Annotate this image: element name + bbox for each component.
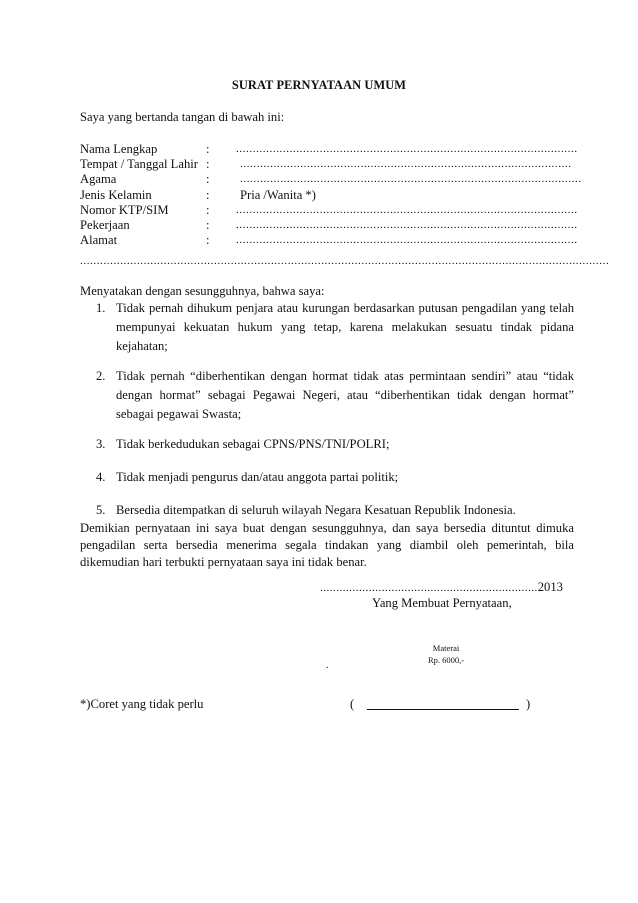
stamp-duty-placeholder	[400, 642, 492, 666]
list-item-text: Tidak pernah dihukum penjara atau kurungan berdasarkan putusan pengadilan yang telah mempunyai kekuatan hukum yang tetap, karena melakukan sesuatu tindak pidana kejahatan;	[116, 301, 574, 353]
list-item	[80, 367, 574, 424]
date-year: 2013	[537, 580, 563, 594]
field-colon: :	[206, 202, 210, 217]
field-row-jenis-kelamin	[80, 188, 560, 203]
materai-label: Materai	[432, 643, 460, 653]
field-label: Jenis Kelamin	[80, 187, 152, 202]
field-row-tempat-tanggal-lahir	[80, 157, 572, 172]
declaration-intro: Menyatakan dengan sesungguhnya, bahwa saya:	[80, 284, 325, 298]
identity-fields	[80, 142, 582, 248]
list-item-text: Tidak berkedudukan sebagai CPNS/PNS/TNI/POLRI;	[116, 437, 390, 451]
declaration-list	[80, 299, 574, 534]
list-item	[80, 435, 574, 454]
field-fill-dots: ...................................................................................................	[240, 158, 572, 171]
field-label: Agama	[80, 172, 117, 187]
stray-mark: .	[326, 660, 329, 671]
list-item-number: 5.	[96, 503, 106, 517]
list-item	[80, 299, 574, 356]
footnote: *)Coret yang tidak perlu	[80, 697, 204, 711]
field-fill-dots: ......................................................................................................	[240, 173, 582, 186]
list-item	[80, 501, 574, 520]
field-fill-dots: ......................................................................................................	[236, 143, 578, 155]
list-item-text: Bersedia ditempatkan di seluruh wilayah Negara Kesatuan Republik Indonesia.	[116, 503, 516, 517]
list-item-text: Tidak menjadi pengurus dan/atau anggota partai politik;	[116, 470, 399, 484]
field-label: Alamat	[80, 233, 118, 248]
date-fill-dots: ...................................................................	[320, 582, 538, 594]
materai-amount: Rp. 6000,-	[427, 655, 465, 665]
field-row-alamat	[80, 233, 578, 248]
signature-date	[320, 580, 572, 596]
field-label: Tempat / Tanggal Lahir	[80, 157, 198, 172]
closing-paragraph: Demikian pernyataan ini saya buat dengan sesungguhnya, dan saya bersedia dituntut dimuka pengadilan serta bersedia menerima segala tindakan yang diambil oleh pemerintah, bila dikemudian hari terbukti pernyataan saya ini tidak benar.	[80, 521, 574, 569]
field-colon: :	[206, 187, 210, 202]
field-row-agama	[80, 172, 582, 187]
field-row-pekerjaan	[80, 217, 578, 233]
field-row-nama	[80, 142, 578, 157]
list-item-number: 1.	[96, 301, 106, 315]
field-colon: :	[206, 172, 210, 187]
field-row-nomor-ktp	[80, 202, 578, 218]
gender-options: Pria /Wanita *)	[240, 187, 316, 202]
additional-fill-dots: ..............................................................................................................................................................	[80, 255, 610, 267]
signature-close-paren: )	[526, 697, 531, 711]
document-title: SURAT PERNYATAAN UMUM	[231, 78, 407, 92]
list-item	[80, 468, 574, 487]
field-fill-dots: ......................................................................................................	[236, 234, 578, 247]
list-item-text: Tidak pernah “diberhentikan dengan hormat tidak atas permintaan sendiri” atau “tidak dengan hormat” sebagai Pegawai Negeri, atau “diberhentikan tidak dengan hormat” sebagai pegawai Swasta;	[116, 369, 574, 421]
field-colon: :	[206, 217, 210, 232]
field-fill-dots: ......................................................................................................	[236, 218, 578, 231]
signature-open-paren: (	[350, 697, 355, 711]
signature-name-line	[367, 709, 519, 710]
field-label: Pekerjaan	[80, 217, 130, 232]
field-colon: :	[206, 157, 210, 172]
intro-text: Saya yang bertanda tangan di bawah ini:	[80, 110, 285, 124]
list-item-number: 4.	[96, 470, 106, 484]
field-label: Nama Lengkap	[80, 142, 158, 156]
field-fill-dots: ......................................................................................................	[236, 203, 578, 216]
list-item-number: 2.	[96, 369, 106, 383]
field-label: Nomor KTP/SIM	[80, 202, 169, 217]
signatory-caption: Yang Membuat Pernyataan,	[372, 596, 512, 610]
field-colon: :	[206, 233, 210, 248]
list-item-number: 3.	[96, 437, 106, 451]
field-colon: :	[206, 142, 210, 156]
